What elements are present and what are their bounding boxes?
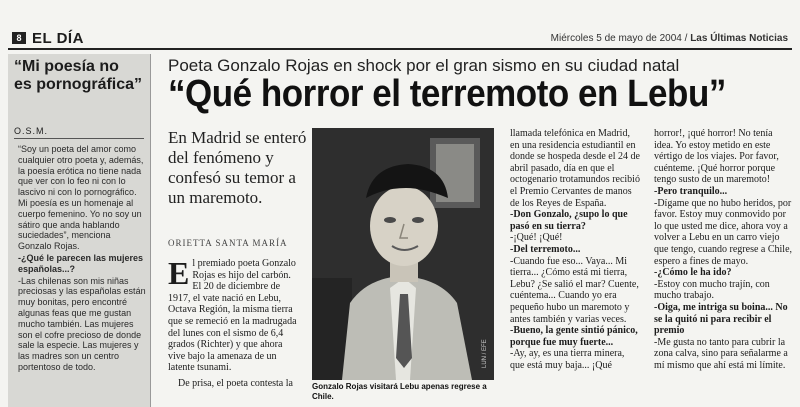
- article-column-4: [654, 128, 794, 371]
- question-paragraph: -Oiga, me intriga su boina... No se la quitó ni para recibir el premio: [654, 301, 788, 337]
- body-paragraph: -Cuando fue eso... Vaya... Mi tierra... ¿Cómo está mi tierra, Lebu? ¿Se salió el mar? Cuente, cuéntema... Cuando yo era pequeño hubo un maremoto y antes también y varias veces.: [510, 255, 639, 325]
- drop-cap: E: [168, 255, 190, 291]
- question-paragraph: -Bueno, la gente sintió pánico, porque fue muy fuerte...: [510, 325, 638, 348]
- body-paragraph: llamada telefónica en Madrid, en una residencia estudiantil en donde se hospeda desde el 24 de abril pasado, día en que el octogenario trotamundos recibió el Premio Cervantes de manos de los Reyes de España.: [510, 128, 640, 209]
- photo-caption: Gonzalo Rojas visitará Lebu apenas regrese a Chile.: [312, 382, 487, 401]
- body-paragraph: “Soy un poeta del amor como cualquier otro poeta y, además, la poesía erótica no tiene nada que ver con lo feo ni con lo lascivo ni con lo pornográfico. Mi poesía es un homenaje al cuerpo femenino. Yo no soy un sátiro que anda hablando suciedades”, menciona Gonzalo Rojas.: [18, 144, 144, 252]
- sidebar-title: [14, 58, 148, 94]
- date-text: Miércoles 5 de mayo de 2004 /: [550, 33, 688, 44]
- portrait-photo: [312, 128, 494, 380]
- body-paragraph: -Estoy con mucho trajín, con mucho trabajo.: [654, 278, 770, 302]
- photo-credit: LUN / EFE: [482, 339, 488, 368]
- sidebar-title-line: es pornográfica”: [14, 76, 143, 93]
- question-paragraph: -¿Qué le parecen las mujeres españolas...?: [18, 252, 144, 274]
- question-paragraph: -¿Cómo le ha ido?: [654, 267, 732, 279]
- sidebar-body: [18, 144, 146, 374]
- sidebar-author: O.S.M.: [14, 126, 49, 136]
- body-paragraph: -Dígame que no hubo heridos, por favor. Estoy muy conmovido por lo que usted me dice, ahora voy a volver a Lebu en un carro viejo que tengo, cuando regrese a Chile, espero a fines de mayo.: [654, 197, 793, 267]
- body-paragraph: -Ay, ay, es una tierra minera, que está muy baja... ¡Qué: [510, 348, 625, 371]
- article-kicker: Poeta Gonzalo Rojas en shock por el gran sismo en su ciudad natal: [168, 56, 680, 75]
- body-paragraph: -¡Qué! ¡Qué!: [510, 232, 563, 244]
- section-title: EL DÍA: [32, 30, 84, 47]
- question-paragraph: -Del terremoto...: [510, 243, 581, 255]
- issue-date: [551, 33, 788, 44]
- article-column-3: [510, 128, 640, 371]
- question-paragraph: -Don Gonzalo, ¿supo lo que pasó en su tierra?: [510, 209, 628, 232]
- page-number-icon: 8: [12, 32, 26, 44]
- lead-text: l premiado poeta Gonzalo Rojas es hijo del carbón. El 20 de diciembre de 1917, el vate nació en Lebu, Octava Región, la misma tierra que se remeció en la madrugada del lunes con el sismo de 6,4 grados (Richter) y que ahora vive bajo la amenaza de un latente tsunami.: [168, 258, 297, 374]
- body-paragraph: horror!, ¡qué horror! No tenía idea. Yo estoy metido en este vértigo de los viajes. Por favor, cuénteme. ¡Qué horror porque tengo susto de un maremoto!: [654, 128, 779, 186]
- sidebar-box: [8, 54, 151, 407]
- page-header: [8, 30, 792, 50]
- column-1-continuation: De prisa, el poeta contesta la: [178, 377, 293, 389]
- lead-paragraph: [168, 255, 302, 374]
- article-deck: En Madrid se enteró del fenómeno y confesó su temor a un maremoto.: [168, 128, 307, 207]
- article-byline: ORIETTA SANTA MARÍA: [168, 238, 288, 248]
- question-paragraph: -Pero tranquilo...: [654, 185, 728, 197]
- portrait-image: [312, 128, 494, 380]
- body-paragraph: -Me gusta no tanto para cubrir la zona calva, sino para señalarme a mí mismo que ahí está mi límite.: [654, 336, 788, 371]
- article-column-1: [168, 255, 302, 390]
- article-headline: “Qué horror el terremoto en Lebu”: [168, 73, 726, 115]
- divider: [14, 138, 144, 139]
- publication-name: Las Últimas Noticias: [690, 33, 788, 44]
- body-paragraph: -Las chilenas son mis niñas preciosas y las españolas están muy bonitas, pero encontré algunas feas que me gustan mucho también. Las mujeres son el cofre precioso de donde sale la especie. Las mujeres y las madres son un centro portentoso de todo.: [18, 275, 146, 372]
- sidebar-title-line: “Mi poesía no: [14, 58, 119, 75]
